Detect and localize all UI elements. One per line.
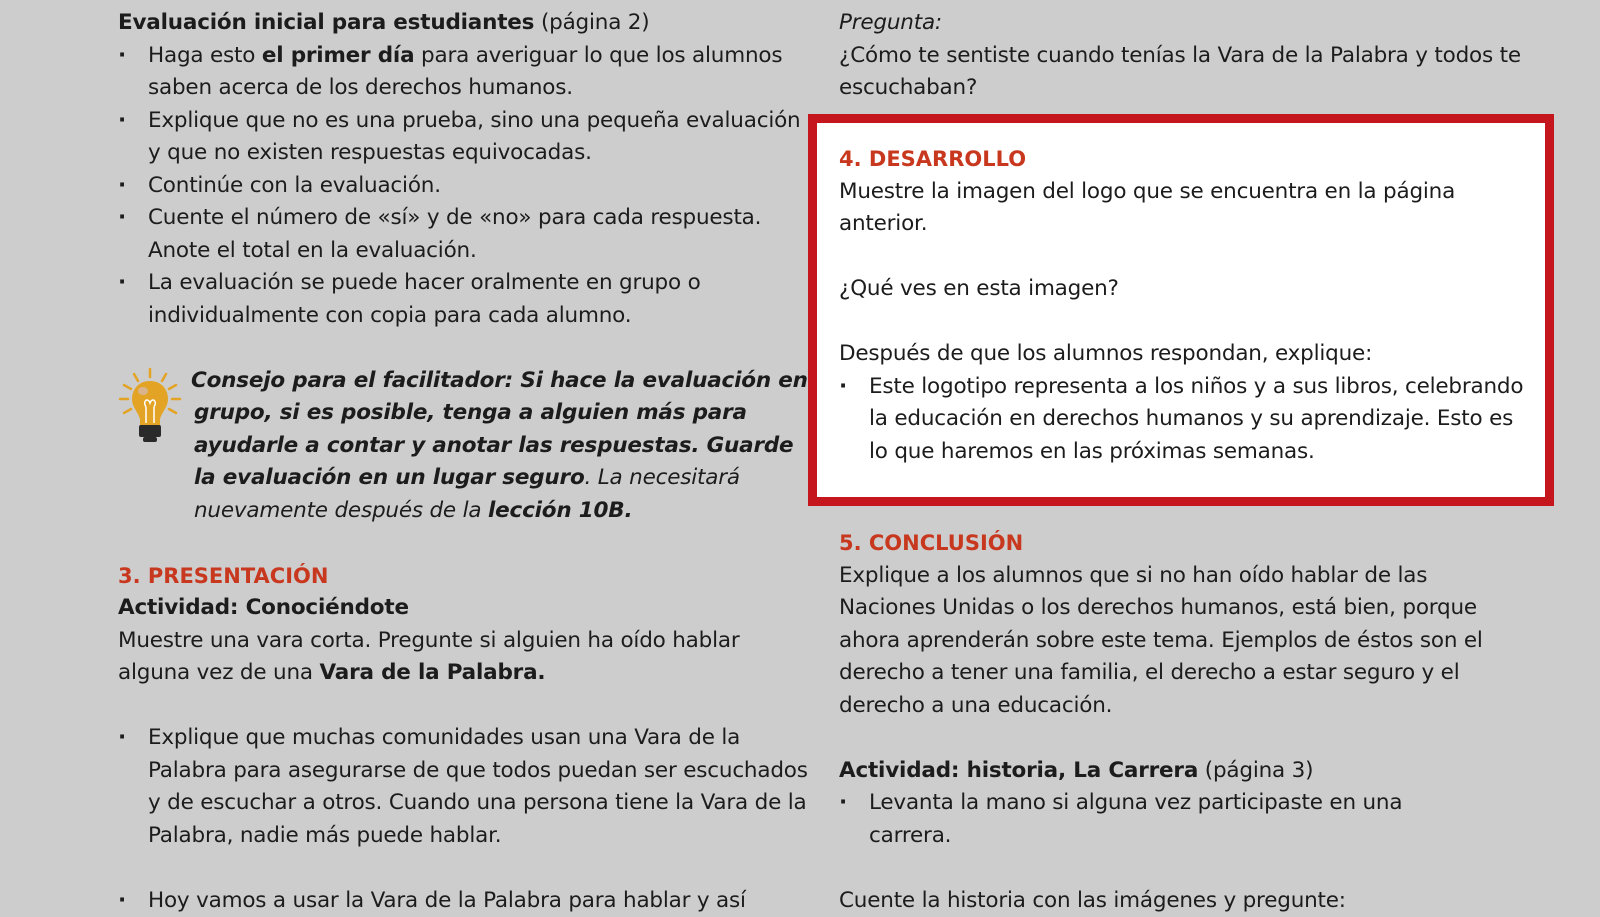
- list-item: · Explique que muchas comunidades usan una Vara de la Palabra para asegurarse de que todos puedan ser escuchados y de escuchar a otros. Cuando una persona tiene la Vara de la Palabra, nadie más puede hablar.: [118, 722, 808, 852]
- presentation-intro: Muestre una vara corta. Pregunte si alguien ha oído hablar alguna vez de una Vara de la Palabra.: [118, 625, 808, 690]
- tip-bold-text: Consejo para el facilitador: Si hace la evaluación en grupo, si es posible, tenga a alguien más para ayudarle a contar y anotar las respuestas. Guarde la evaluación en un lugar seguro: [191, 368, 808, 491]
- list-item: · Este logotipo representa a los niños y a sus libros, celebrando la educación en derechos humanos y su aprendizaje. Esto es lo que haremos en las próximas semanas.: [839, 371, 1529, 469]
- desarrollo-p2: ¿Qué ves en esta imagen?: [839, 273, 1529, 306]
- question-text: ¿Cómo te sentiste cuando tenías la Vara de la Palabra y todos te escuchaban?: [839, 40, 1529, 105]
- evaluation-page-ref: (página 2): [541, 10, 650, 35]
- evaluation-bullets: [118, 40, 808, 333]
- tip-lesson-ref: lección 10B.: [488, 498, 632, 523]
- question-label: Pregunta:: [839, 7, 1529, 40]
- desarrollo-p1: Muestre la imagen del logo que se encuentra en la página anterior.: [839, 176, 1529, 241]
- list-item: · Levanta la mano si alguna vez participaste en una carrera.: [839, 787, 1529, 852]
- tip-italic-text: . La necesitará nuevamente después de la: [194, 465, 740, 523]
- list-item: · Cuente el número de «sí» y de «no» para cada respuesta. Anote el total en la evaluación.: [118, 202, 808, 267]
- activity-story-heading: Actividad: historia, La Carrera (página 3): [839, 755, 1529, 788]
- right-column-top: [839, 7, 1529, 105]
- conclusion-text: Explique a los alumnos que si no han oído hablar de las Naciones Unidas o los derechos humanos, está bien, porque ahora aprenderán sobre este tema. Ejemplos de éstos son el derecho a tener una familia, el derecho a estar seguro y el derecho a una educación.: [839, 560, 1529, 723]
- conclusion-section: [839, 527, 1529, 917]
- desarrollo-p3: Después de que los alumnos respondan, explique:: [839, 338, 1529, 371]
- facilitator-tip: [118, 365, 808, 528]
- activity-title: Actividad: Conociéndote: [118, 592, 808, 625]
- list-item: · Continúe con la evaluación.: [118, 170, 808, 203]
- list-item: · Hoy vamos a usar la Vara de la Palabra para hablar y así: [118, 885, 808, 917]
- presentation-bullets-cut: [118, 885, 808, 917]
- evaluation-title: Evaluación inicial para estudiantes: [118, 10, 534, 35]
- story-bullets: [839, 787, 1529, 852]
- desarrollo-bullets: [839, 371, 1529, 469]
- list-item: · Haga esto el primer día para averiguar lo que los alumnos saben acerca de los derechos humanos.: [118, 40, 808, 105]
- desarrollo-callout: [808, 114, 1554, 506]
- lightbulb-icon: [118, 367, 182, 447]
- left-column: [118, 7, 808, 917]
- list-item: · La evaluación se puede hacer oralmente en grupo o individualmente con copia para cada alumno.: [118, 267, 808, 332]
- list-item: · Explique que no es una prueba, sino una pequeña evaluación y que no existen respuestas equivocadas.: [118, 105, 808, 170]
- section-heading-presentacion: 3. PRESENTACIÓN: [118, 560, 808, 593]
- evaluation-heading: [118, 7, 808, 40]
- section-heading-desarrollo: 4. DESARROLLO: [839, 143, 1529, 176]
- story-instruction: Cuente la historia con las imágenes y pregunte:: [839, 885, 1529, 917]
- section-heading-conclusion: 5. CONCLUSIÓN: [839, 527, 1529, 560]
- presentation-bullets: [118, 722, 808, 852]
